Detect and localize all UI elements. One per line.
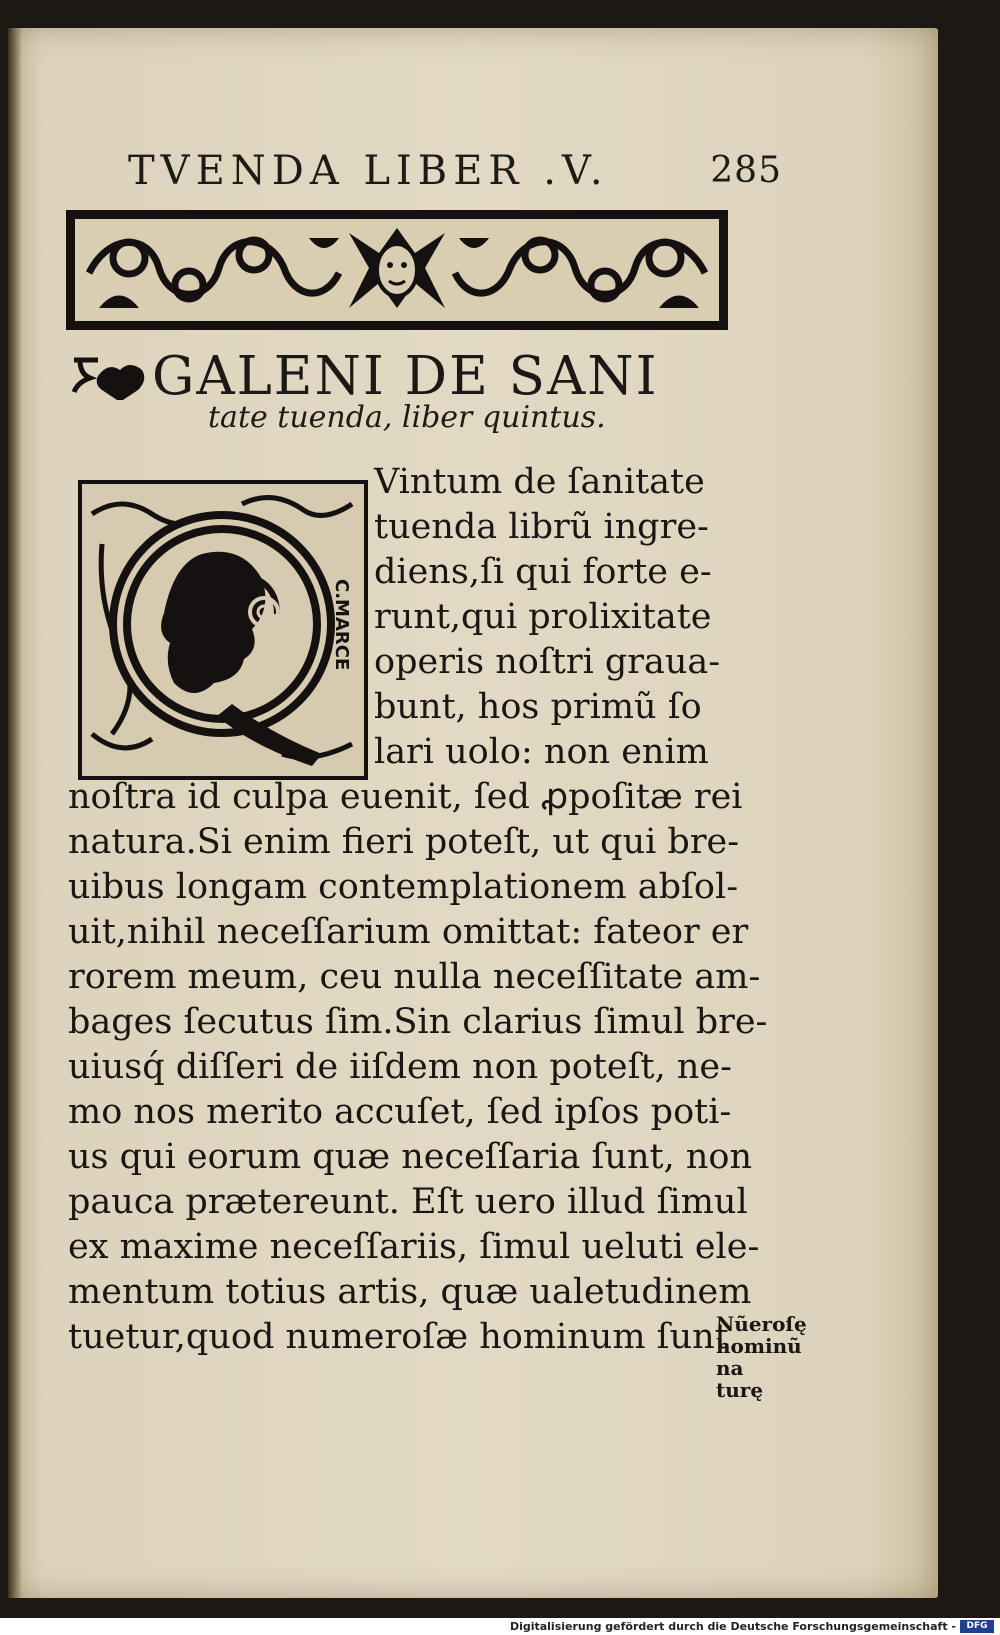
body-line: uit,nihil neceſſarium omittat: fateor er (68, 912, 749, 952)
chapter-title (70, 346, 730, 408)
body-line: bages ſecutus ſim.Sin clarius ſimul bre- (68, 1002, 768, 1042)
svg-text:C.MARCE: C.MARCE (331, 579, 352, 671)
marginal-note-line: hominũ na (716, 1334, 802, 1380)
body-line: Vintum de ſanitate (374, 462, 705, 502)
body-line: lari uolo: non enim (374, 732, 709, 772)
page-number: 285 (710, 150, 782, 191)
body-line: us qui eorum quæ neceſſaria ſunt, non (68, 1137, 753, 1177)
marginal-note-line: turę (716, 1378, 764, 1402)
body-line: mo nos merito accuſet, ſed ipſos poti- (68, 1092, 732, 1132)
dfg-logo: DFG (960, 1620, 994, 1633)
body-line: uibus longam contemplationem abſol- (68, 867, 739, 907)
footer-bar (0, 1618, 1000, 1635)
running-head (128, 148, 782, 198)
body-line: bunt, hos primũ ſo (374, 687, 702, 727)
funding-credit: Digitalisierung gefördert durch die Deutsche Forschungsgemeinschaft - (509, 1620, 956, 1633)
chapter-title-text: GALENI DE SANI (152, 346, 659, 407)
body-line: uiusq́ diſſeri de iiſdem non poteſt, ne- (68, 1047, 732, 1087)
marginal-note-line: Nũeroſę (716, 1312, 807, 1336)
foliage-ornament-icon (69, 213, 725, 327)
book-page (8, 28, 938, 1598)
headpiece-ornament (66, 210, 728, 330)
chapter-subtitle: tate tuenda, liber quintus. (208, 400, 606, 435)
body-line: diens,ſi qui forte e- (374, 552, 712, 592)
decorated-initial (78, 480, 368, 780)
body-line: mentum totius artis, quæ ualetudinem (68, 1272, 752, 1312)
running-head-title: TVENDA LIBER .V. (128, 148, 609, 194)
body-line: runt,qui prolixitate (374, 597, 712, 637)
body-line: noſtra id culpa euenit, ſed ꝓpoſitæ rei (68, 777, 743, 817)
body-line: rorem meum, ceu nulla neceſſitate am- (68, 957, 761, 997)
portrait-initial-q-icon (82, 484, 364, 776)
body-line: ex maxime neceſſariis, ſimul ueluti ele- (68, 1227, 760, 1267)
body-line: tuetur,quod numeroſæ hominum ſunt (68, 1317, 729, 1357)
body-line: operis noſtri graua- (374, 642, 721, 682)
body-line: tuenda librũ ingre- (374, 507, 709, 547)
fleuron-icon (70, 350, 152, 400)
body-line: natura.Si enim fieri poteſt, ut qui bre- (68, 822, 740, 862)
body-line: pauca prætereunt. Eſt uero illud ſimul (68, 1182, 748, 1222)
marginal-note (716, 1313, 836, 1401)
page-gutter-shadow (8, 28, 22, 1598)
